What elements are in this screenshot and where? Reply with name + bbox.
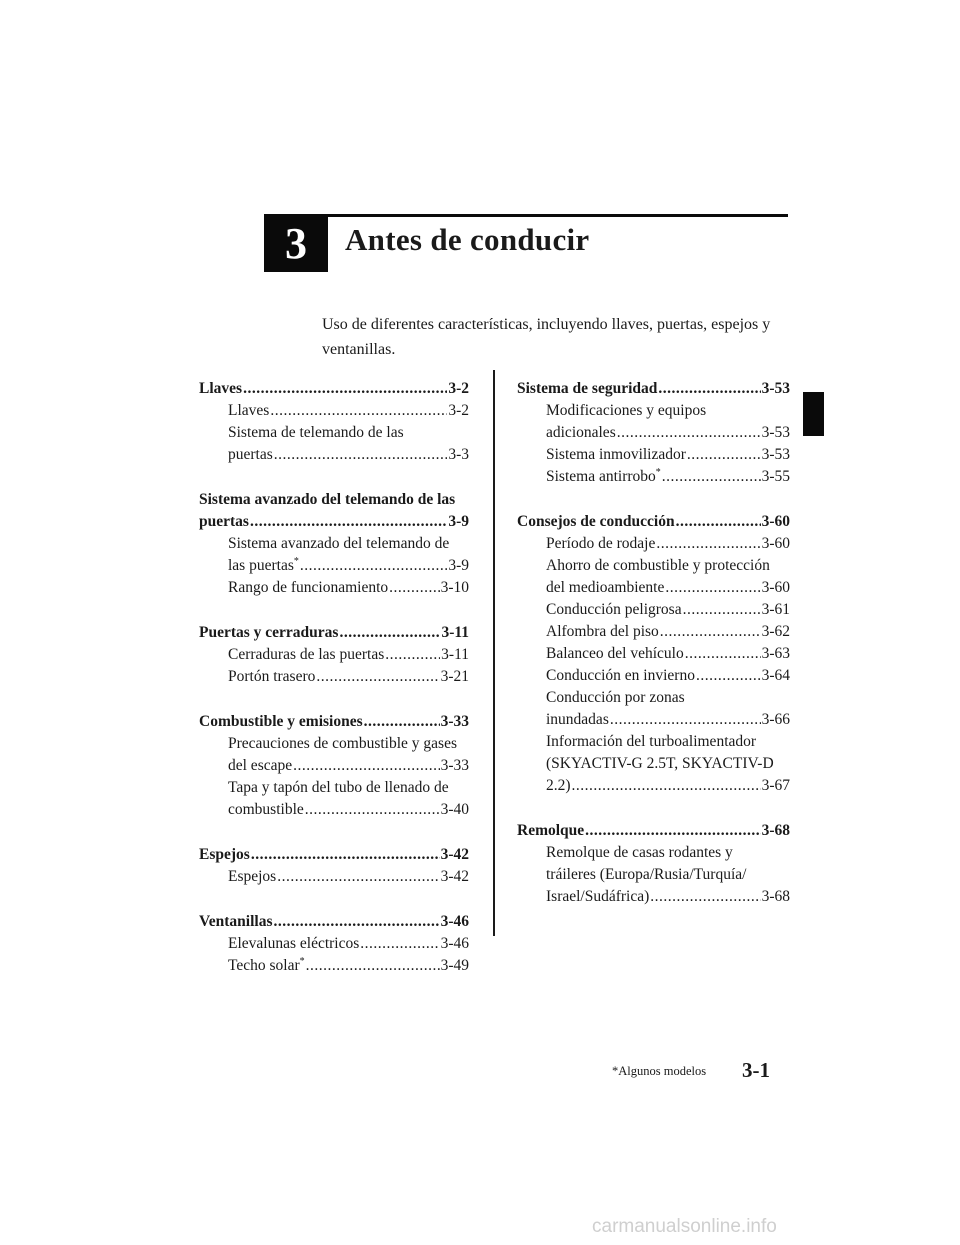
toc-column-right [517,378,790,931]
toc-item[interactable] [517,621,790,643]
toc-column-left [199,378,469,1000]
toc-section [199,711,469,821]
toc-entry-line [546,444,790,466]
toc-entry-line [546,886,790,908]
toc-section-heading[interactable] [199,911,469,933]
leader-dots [617,422,761,444]
toc-page-ref: 3-2 [448,380,469,397]
toc-section [517,511,790,797]
leader-dots [305,799,440,821]
toc-entry-line [228,755,469,777]
toc-item[interactable] [199,666,469,688]
leader-dots [300,555,447,577]
toc-item[interactable] [517,599,790,621]
leader-dots [662,466,761,488]
toc-page-ref: 3-21 [440,668,469,685]
optional-marker: * [293,555,299,567]
leader-dots [270,400,447,422]
toc-entry-line [517,511,790,533]
toc-item[interactable] [199,866,469,888]
toc-page-ref: 3-46 [440,935,469,952]
toc-entry-text: del medioambiente [546,579,665,596]
toc-entry-line [546,466,790,488]
toc-entry-text: Conducción peligrosa [546,601,682,618]
toc-entry-text: Consejos de conducción [517,513,675,530]
toc-item-line: Precauciones de combustible y gases [228,735,457,752]
toc-section-heading[interactable] [199,378,469,400]
toc-page-ref: 3-53 [761,380,790,397]
toc-entry-line [199,622,469,644]
column-divider [493,370,495,936]
toc-entry-text: Cerraduras de las puertas [228,646,385,663]
toc-page-ref: 3-60 [761,579,790,596]
toc-item[interactable] [517,643,790,665]
toc-item-line: tráileres (Europa/Rusia/Turquía/ [546,866,747,883]
toc-entry-text: Conducción en invierno [546,667,695,684]
leader-dots [585,820,760,842]
toc-entry-line [546,533,790,555]
page-number: 3-1 [742,1058,770,1082]
toc-entry-line [199,378,469,400]
toc-section-heading[interactable] [517,511,790,533]
toc-page-ref: 3-68 [761,888,790,905]
toc-entry-text: Puertas y cerraduras [199,624,339,641]
toc-item[interactable] [517,842,790,908]
leader-dots [660,621,761,643]
toc-entry-line [517,820,790,842]
toc-entry-line [546,599,790,621]
toc-page-ref: 3-9 [448,513,469,530]
toc-page-ref: 3-55 [761,468,790,485]
toc-item-line: Sistema de telemando de las [228,424,404,441]
toc-entry-text: Llaves [228,402,270,419]
chapter-title: Antes de conducir [345,222,590,257]
toc-entry-line [199,511,469,533]
leader-dots [250,511,447,533]
chapter-number: 3 [285,218,307,268]
toc-entry-text: combustible [228,801,304,818]
toc-entry-text: adicionales [546,424,616,441]
toc-entry-text: 2.2) [546,777,571,794]
toc-item[interactable] [199,577,469,599]
toc-page-ref: 3-60 [761,535,790,552]
toc-section-heading[interactable] [517,820,790,842]
toc-section-heading[interactable] [517,378,790,400]
toc-entry-text: Llaves [199,380,243,397]
toc-entry-line [228,866,469,888]
toc-entry-text: puertas [228,446,273,463]
toc-section [199,489,469,599]
toc-entry-line [546,665,790,687]
toc-item-line: Sistema avanzado del telemando de [228,535,450,552]
toc-entry-text: las puertas* [228,555,299,574]
toc-entry-line [517,378,790,400]
toc-entry-line [228,577,469,599]
toc-section [517,820,790,908]
toc-page-ref: 3-63 [761,645,790,662]
toc-page-ref: 3-61 [761,601,790,618]
leader-dots [610,709,761,731]
leader-dots [656,533,760,555]
toc-page-ref: 3-53 [761,446,790,463]
toc-page-ref: 3-66 [761,711,790,728]
footer-note: *Algunos modelos [612,1064,707,1078]
leader-dots [658,378,760,400]
toc-item[interactable] [199,777,469,821]
toc-entry-text: Sistema antirrobo* [546,466,661,485]
toc-entry-line [228,799,469,821]
toc-item-line: Tapa y tapón del tubo de llenado de [228,779,449,796]
toc-entry-line [546,577,790,599]
toc-page-ref: 3-64 [761,667,790,684]
toc-page-ref: 3-42 [440,868,469,885]
leader-dots [306,955,440,977]
leader-dots [389,577,439,599]
watermark: carmanualsonline.info [592,1216,777,1237]
leader-dots [243,378,447,400]
toc-entry-text: puertas [199,513,249,530]
toc-page-ref: 3-3 [448,446,469,463]
toc-page-ref: 3-33 [440,757,469,774]
toc-entry-line [228,933,469,955]
toc-entry-line [199,844,469,866]
toc-entry-text: inundadas [546,711,609,728]
toc-page-ref: 3-40 [440,801,469,818]
toc-section-heading[interactable] [199,844,469,866]
optional-marker: * [655,466,661,478]
toc-page-ref: 3-42 [440,846,469,863]
toc-page-ref: 3-62 [761,623,790,640]
toc-item[interactable] [199,955,469,977]
toc-item[interactable] [517,466,790,488]
toc-entry-text: Techo solar* [228,955,305,974]
toc-section [199,622,469,688]
toc-item[interactable] [517,444,790,466]
toc-entry-line [546,621,790,643]
toc-item[interactable] [517,665,790,687]
toc-page-ref: 3-9 [448,557,469,574]
toc-item[interactable] [517,731,790,797]
toc-entry-text: Ventanillas [199,913,273,930]
toc-item-line: Ahorro de combustible y protección [546,557,770,574]
toc-entry-text: Espejos [199,846,250,863]
toc-entry-text: Alfombra del piso [546,623,659,640]
leader-dots [683,599,761,621]
toc-item-line: Remolque de casas rodantes y [546,844,733,861]
leader-dots [685,643,761,665]
toc-section-heading[interactable] [199,711,469,733]
leader-dots [687,444,761,466]
toc-page-ref: 3-68 [761,822,790,839]
toc-item[interactable] [199,422,469,466]
toc-item[interactable] [199,933,469,955]
toc-section-heading[interactable] [199,622,469,644]
toc-entry-text: del escape [228,757,293,774]
toc-section [199,378,469,466]
toc-section [199,844,469,888]
toc-entry-text: Espejos [228,868,277,885]
toc-section [517,378,790,488]
toc-entry-line [546,775,790,797]
toc-entry-line [228,644,469,666]
toc-item[interactable] [199,400,469,422]
leader-dots [251,844,440,866]
toc-page-ref: 3-67 [761,777,790,794]
toc-entry-text: Remolque [517,822,585,839]
toc-entry-line [228,955,469,977]
toc-entry-line [546,709,790,731]
toc-item-line: Conducción por zonas [546,689,685,706]
toc-item[interactable] [517,400,790,444]
toc-page-ref: 3-60 [761,513,790,530]
toc-item-line: (SKYACTIV-G 2.5T, SKYACTIV-D [546,755,774,772]
leader-dots [665,577,760,599]
toc-entry-line [228,444,469,466]
chapter-intro: Uso de diferentes características, incluyendo llaves, puertas, espejos y ventanillas. [322,316,771,358]
toc-section [199,911,469,977]
toc-item[interactable] [199,644,469,666]
toc-entry-text: Sistema inmovilizador [546,446,686,463]
leader-dots [339,622,440,644]
toc-item[interactable] [517,533,790,555]
leader-dots [696,665,761,687]
toc-page-ref: 3-11 [441,624,469,641]
toc-item[interactable] [199,533,469,577]
toc-page-ref: 3-2 [448,402,469,419]
toc-entry-line [199,711,469,733]
leader-dots [360,933,439,955]
toc-item-line: Modificaciones y equipos [546,402,707,419]
optional-marker: * [299,955,305,967]
toc-heading-line: Sistema avanzado del telemando de las [199,491,456,508]
leader-dots [650,886,760,908]
toc-section-heading[interactable] [199,489,469,533]
toc-item[interactable] [199,733,469,777]
leader-dots [277,866,439,888]
toc-page-ref: 3-33 [440,713,469,730]
leader-dots [274,911,440,933]
leader-dots [676,511,761,533]
leader-dots [364,711,440,733]
leader-dots [385,644,440,666]
toc-page-ref: 3-10 [440,579,469,596]
toc-entry-text: Combustible y emisiones [199,713,363,730]
leader-dots [293,755,439,777]
toc-page-ref: 3-53 [761,424,790,441]
leader-dots [572,775,761,797]
toc-entry-text: Balanceo del vehículo [546,645,684,662]
toc-entry-line [199,911,469,933]
toc-page-ref: 3-46 [440,913,469,930]
toc-entry-text: Portón trasero [228,668,316,685]
toc-item[interactable] [517,687,790,731]
toc-entry-text: Israel/Sudáfrica) [546,888,650,905]
toc-item[interactable] [517,555,790,599]
toc-entry-line [546,422,790,444]
toc-page-ref: 3-11 [441,646,469,663]
chapter-number-block [264,214,328,272]
chapter-side-tab [803,392,824,436]
toc-page-ref: 3-49 [440,957,469,974]
leader-dots [316,666,439,688]
toc-entry-line [228,555,469,577]
toc-entry-text: Sistema de seguridad [517,380,658,397]
chapter-rule [328,214,788,217]
toc-entry-line [228,666,469,688]
toc-item-line: Información del turboalimentador [546,733,757,750]
toc-entry-text: Período de rodaje [546,535,656,552]
toc-entry-line [546,643,790,665]
toc-entry-line [228,400,469,422]
toc-entry-text: Rango de funcionamiento [228,579,389,596]
leader-dots [274,444,448,466]
toc-entry-text: Elevalunas eléctricos [228,935,360,952]
